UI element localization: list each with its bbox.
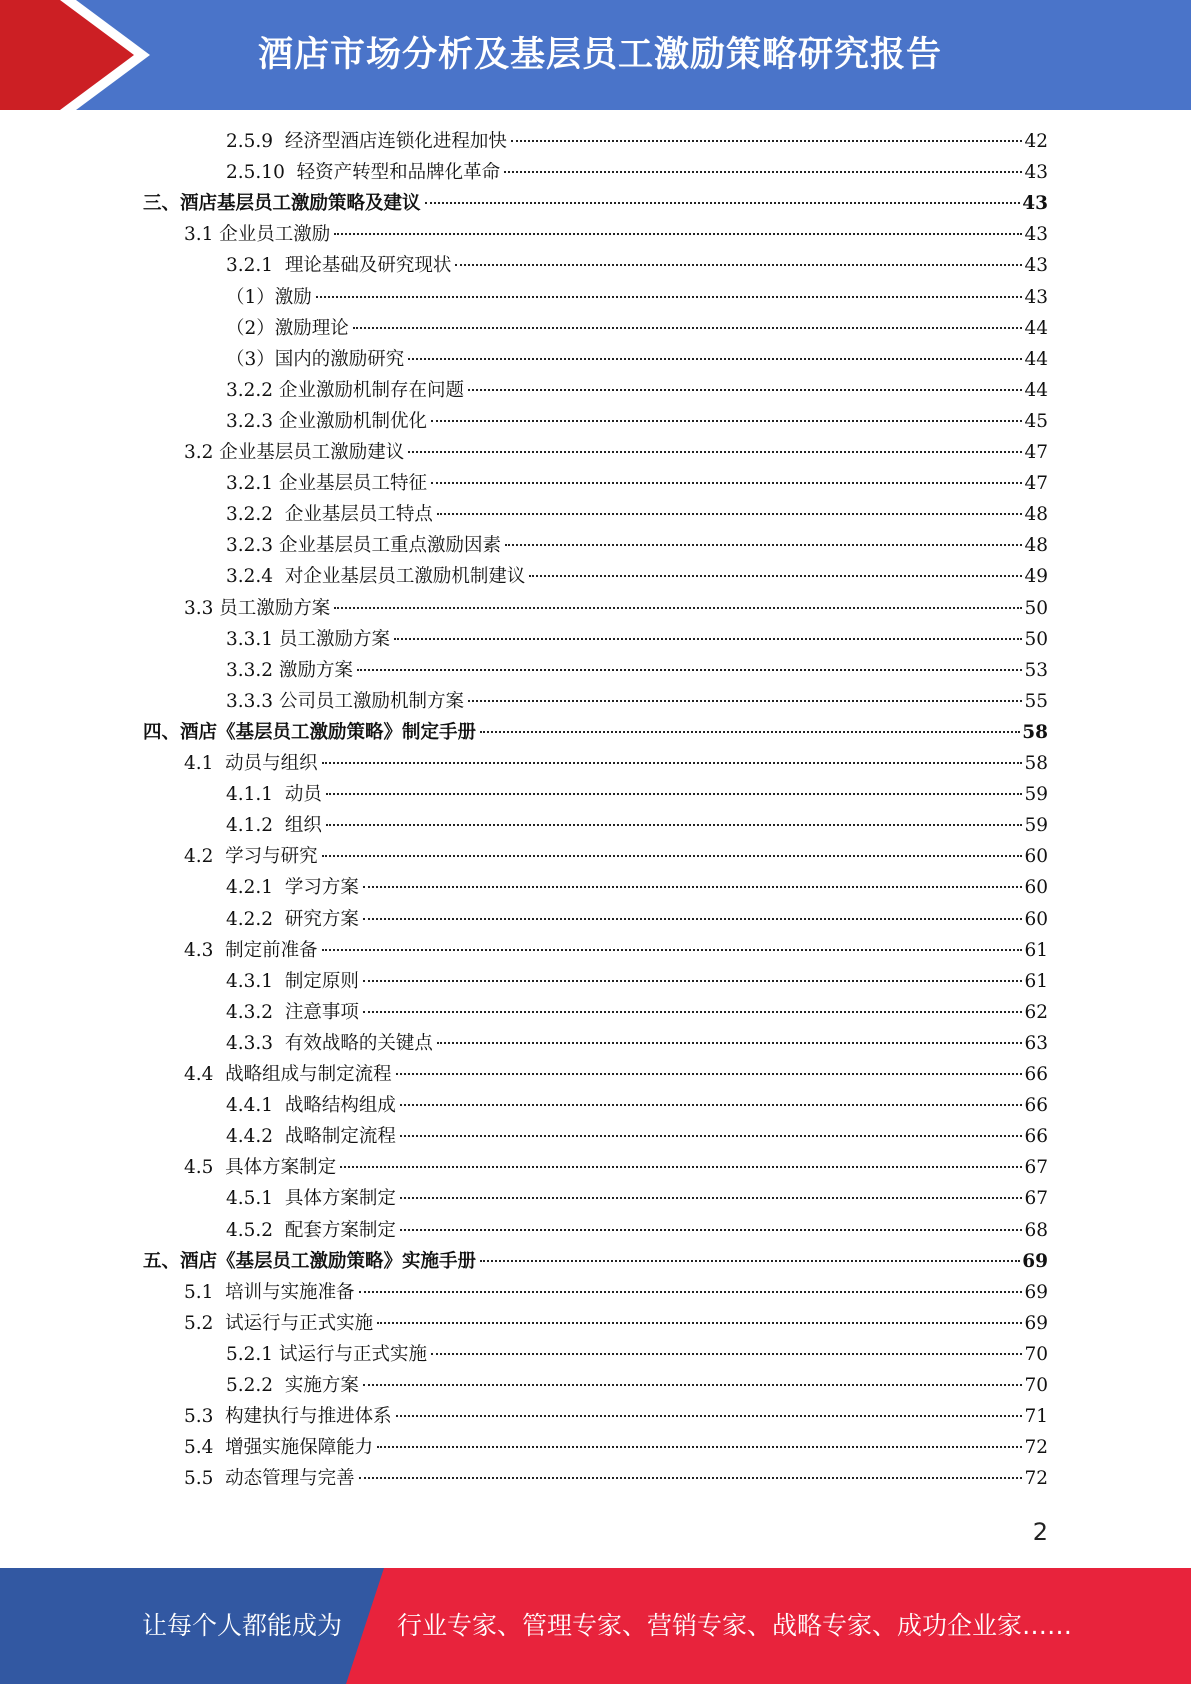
- toc-entry-page: 66: [1024, 1064, 1048, 1085]
- toc-entry-title: 2.5.10 轻资产转型和品牌化革命: [226, 162, 501, 184]
- toc-entry-title: 4.2.1 学习方案: [226, 877, 359, 899]
- toc-entry-title: 三、酒店基层员工激励策略及建议: [143, 193, 421, 215]
- toc-entry-title: 3.2.1 理论基础及研究现状: [226, 255, 452, 277]
- toc-entry-title: 3.3.1 员工激励方案: [226, 628, 390, 650]
- toc-entry[interactable]: [143, 1247, 1048, 1277]
- toc-entry[interactable]: [226, 687, 1048, 717]
- toc-entry-title: 4.5.2 配套方案制定: [226, 1219, 396, 1241]
- toc-entry[interactable]: [226, 625, 1048, 655]
- page-footer: [0, 1568, 1191, 1684]
- toc-dot-leader: [363, 886, 1023, 888]
- toc-entry-title: 五、酒店《基层员工激励策略》实施手册: [143, 1250, 477, 1272]
- toc-entry-title: 4.3 制定前准备: [184, 939, 318, 961]
- toc-dot-leader: [359, 1477, 1023, 1479]
- toc-entry-title: 5.2.2 实施方案: [226, 1375, 359, 1396]
- toc-entry[interactable]: [184, 1278, 1048, 1308]
- toc-entry[interactable]: [226, 251, 1048, 281]
- toc-entry-page: 63: [1024, 1032, 1048, 1054]
- toc-entry[interactable]: [226, 283, 1048, 313]
- toc-entry-title: 3.2.1 企业基层员工特征: [226, 473, 427, 495]
- toc-dot-leader: [396, 1415, 1023, 1417]
- toc-dot-leader: [505, 544, 1022, 546]
- toc-entry-page: 49: [1024, 566, 1048, 588]
- toc-dot-leader: [326, 793, 1023, 795]
- toc-entry-page: 62: [1024, 1001, 1048, 1023]
- toc-entry[interactable]: [184, 1402, 1048, 1432]
- toc-entry-title: 5.4 增强实施保障能力: [184, 1437, 374, 1459]
- toc-entry-title: 3.2.3 企业激励机制优化: [226, 410, 427, 432]
- toc-entry-page: 44: [1024, 348, 1048, 370]
- toc-entry-page: 72: [1024, 1468, 1048, 1490]
- toc-entry[interactable]: [226, 967, 1048, 997]
- toc-entry-page: 44: [1024, 379, 1048, 401]
- toc-entry-page: 43: [1022, 193, 1048, 215]
- toc-entry-title: 4.3.2 注意事项: [226, 1001, 359, 1023]
- toc-entry-title: 3.3.2 激励方案: [226, 659, 353, 681]
- toc-entry-page: 55: [1024, 690, 1048, 712]
- toc-entry[interactable]: [226, 407, 1048, 437]
- toc-entry[interactable]: [226, 873, 1048, 903]
- toc-entry-page: 69: [1024, 1281, 1048, 1303]
- toc-dot-leader: [394, 638, 1022, 640]
- toc-dot-leader: [377, 1322, 1022, 1324]
- toc-dot-leader: [353, 327, 1023, 329]
- toc-entry[interactable]: [184, 749, 1048, 779]
- toc-entry-page: 66: [1024, 1095, 1048, 1117]
- toc-entry[interactable]: [226, 905, 1048, 935]
- toc-entry[interactable]: [226, 500, 1048, 530]
- toc-dot-leader: [455, 264, 1022, 266]
- toc-dot-leader: [529, 575, 1022, 577]
- toc-entry-page: 71: [1024, 1406, 1048, 1428]
- toc-entry[interactable]: [226, 780, 1048, 810]
- toc-dot-leader: [437, 1042, 1023, 1044]
- toc-entry-title: 3.2.3 企业基层员工重点激励因素: [226, 535, 501, 557]
- toc-entry-page: 69: [1024, 1312, 1048, 1334]
- toc-entry-page: 44: [1024, 317, 1048, 339]
- page-header: [0, 0, 1191, 110]
- toc-entry[interactable]: [226, 998, 1048, 1028]
- toc-entry-title: 4.1.2 组织: [226, 815, 322, 837]
- toc-entry-page: 58: [1024, 753, 1048, 774]
- toc-dot-leader: [400, 1197, 1023, 1199]
- toc-entry[interactable]: [226, 1091, 1048, 1121]
- toc-entry-page: 67: [1024, 1188, 1048, 1210]
- toc-entry[interactable]: [226, 1216, 1048, 1246]
- toc-entry[interactable]: [184, 1153, 1048, 1183]
- toc-entry-page: 68: [1024, 1219, 1048, 1241]
- toc-entry-page: 50: [1024, 597, 1048, 619]
- toc-dot-leader: [316, 296, 1023, 298]
- toc-entry-title: 3.2.2 企业基层员工特点: [226, 504, 433, 526]
- toc-entry[interactable]: [226, 469, 1048, 499]
- toc-entry[interactable]: [184, 438, 1048, 468]
- toc-entry-title: （2）激励理论: [226, 317, 349, 339]
- toc-entry-title: 5.2.1 试运行与正式实施: [226, 1343, 427, 1365]
- toc-entry[interactable]: [226, 531, 1048, 561]
- toc-entry-title: 4.5 具体方案制定: [184, 1157, 337, 1179]
- toc-dot-leader: [431, 1353, 1022, 1355]
- toc-entry[interactable]: [143, 718, 1048, 748]
- toc-entry[interactable]: [184, 1060, 1048, 1090]
- toc-entry-title: 4.2 学习与研究: [184, 846, 318, 868]
- toc-entry-title: 5.3 构建执行与推进体系: [184, 1406, 392, 1428]
- toc-entry-page: 61: [1024, 939, 1048, 961]
- toc-entry[interactable]: [184, 220, 1048, 250]
- toc-dot-leader: [480, 731, 1020, 733]
- toc-entry-page: 47: [1024, 473, 1048, 495]
- toc-entry-title: 5.1 培训与实施准备: [184, 1281, 355, 1303]
- toc-dot-leader: [334, 607, 1022, 609]
- toc-dot-leader: [504, 171, 1022, 173]
- toc-entry-page: 45: [1024, 410, 1048, 432]
- toc-dot-leader: [322, 762, 1023, 764]
- toc-entry[interactable]: [226, 562, 1048, 592]
- toc-dot-leader: [363, 1384, 1023, 1386]
- toc-entry-title: 4.1 动员与组织: [184, 753, 318, 774]
- toc-entry[interactable]: [226, 656, 1048, 686]
- toc-dot-leader: [480, 1260, 1020, 1262]
- toc-entry[interactable]: [184, 1464, 1048, 1494]
- toc-entry-page: 61: [1024, 970, 1048, 992]
- toc-entry-title: 3.2 企业基层员工激励建议: [184, 442, 405, 463]
- toc-entry-page: 43: [1024, 162, 1048, 184]
- toc-entry-page: 60: [1024, 877, 1048, 899]
- toc-entry[interactable]: [226, 314, 1048, 344]
- toc-entry-title: 5.5 动态管理与完善: [184, 1468, 355, 1490]
- toc-dot-leader: [363, 1011, 1023, 1013]
- toc-entry-title: 4.4 战略组成与制定流程: [184, 1064, 392, 1085]
- toc-dot-leader: [322, 949, 1023, 951]
- toc-entry-title: 3.2.2 企业激励机制存在问题: [226, 379, 464, 401]
- toc-dot-leader: [357, 669, 1023, 671]
- toc-dot-leader: [511, 140, 1023, 142]
- toc-entry-page: 70: [1024, 1343, 1048, 1365]
- toc-entry-page: 42: [1024, 131, 1048, 152]
- toc-entry-page: 66: [1024, 1126, 1048, 1148]
- toc-entry-page: 72: [1024, 1437, 1048, 1459]
- toc-dot-leader: [400, 1104, 1023, 1106]
- toc-dot-leader: [400, 1135, 1023, 1137]
- toc-entry-title: 3.1 企业员工激励: [184, 224, 331, 246]
- toc-dot-leader: [437, 513, 1023, 515]
- toc-entry-page: 59: [1024, 784, 1048, 806]
- toc-dot-leader: [377, 1446, 1022, 1448]
- toc-entry-title: 4.4.2 战略制定流程: [226, 1126, 396, 1148]
- toc-dot-leader: [425, 202, 1021, 204]
- toc-entry[interactable]: [226, 1184, 1048, 1214]
- toc-entry[interactable]: [226, 1371, 1048, 1401]
- page-number: 2: [1032, 1518, 1048, 1546]
- toc-dot-leader: [359, 1291, 1023, 1293]
- toc-dot-leader: [431, 420, 1022, 422]
- toc-entry-title: 2.5.9 经济型酒店连锁化进程加快: [226, 131, 507, 152]
- toc-entry[interactable]: [226, 1340, 1048, 1370]
- toc-entry-page: 53: [1024, 659, 1048, 681]
- toc-entry[interactable]: [226, 811, 1048, 841]
- toc-dot-leader: [468, 700, 1022, 702]
- toc-dot-leader: [408, 451, 1022, 453]
- toc-entry-page: 70: [1024, 1375, 1048, 1396]
- toc-entry-page: 48: [1024, 504, 1048, 526]
- toc-dot-leader: [468, 389, 1022, 391]
- footer-slogan-left: 让每个人都能成为: [142, 1611, 343, 1640]
- toc-entry-title: 4.5.1 具体方案制定: [226, 1188, 396, 1210]
- toc-entry[interactable]: [184, 594, 1048, 624]
- toc-entry[interactable]: [184, 1433, 1048, 1463]
- toc-entry[interactable]: [226, 376, 1048, 406]
- toc-dot-leader: [326, 824, 1023, 826]
- toc-entry[interactable]: [143, 189, 1048, 219]
- toc-entry-page: 50: [1024, 628, 1048, 650]
- toc-entry-page: 48: [1024, 535, 1048, 557]
- toc-entry[interactable]: [226, 345, 1048, 375]
- toc-entry[interactable]: [184, 1309, 1048, 1339]
- toc-entry-title: 4.1.1 动员: [226, 784, 322, 806]
- toc-entry-page: 60: [1024, 846, 1048, 868]
- toc-entry-page: 60: [1024, 908, 1048, 930]
- toc-entry-title: （3）国内的激励研究: [226, 348, 405, 370]
- toc-dot-leader: [396, 1073, 1023, 1075]
- toc-entry[interactable]: [184, 936, 1048, 966]
- toc-entry-title: 4.4.1 战略结构组成: [226, 1095, 396, 1117]
- toc-entry[interactable]: [226, 127, 1048, 157]
- toc-entry-page: 47: [1024, 442, 1048, 463]
- toc-entry-title: 5.2 试运行与正式实施: [184, 1312, 374, 1334]
- toc-dot-leader: [363, 980, 1023, 982]
- toc-entry-page: 43: [1024, 286, 1048, 308]
- toc-entry-title: （1）激励: [226, 286, 312, 308]
- toc-entry-title: 4.3.3 有效战略的关键点: [226, 1032, 433, 1054]
- toc-dot-leader: [322, 855, 1023, 857]
- toc-entry-page: 59: [1024, 815, 1048, 837]
- toc-entry[interactable]: [226, 158, 1048, 188]
- toc-entry-title: 3.2.4 对企业基层员工激励机制建议: [226, 566, 526, 588]
- toc-entry-page: 69: [1022, 1250, 1048, 1272]
- toc-dot-leader: [408, 358, 1022, 360]
- toc-dot-leader: [400, 1229, 1023, 1231]
- toc-entry-title: 4.3.1 制定原则: [226, 970, 359, 992]
- toc-entry-title: 3.3.3 公司员工激励机制方案: [226, 690, 464, 712]
- report-title: 酒店市场分析及基层员工激励策略研究报告: [258, 35, 943, 75]
- toc-entry-page: 43: [1024, 255, 1048, 277]
- toc-entry-title: 3.3 员工激励方案: [184, 597, 331, 619]
- toc-dot-leader: [334, 233, 1022, 235]
- toc-entry-title: 四、酒店《基层员工激励策略》制定手册: [143, 721, 477, 743]
- toc-entry-page: 43: [1024, 224, 1048, 246]
- toc-entry-page: 58: [1022, 721, 1048, 743]
- toc-entry[interactable]: [226, 1122, 1048, 1152]
- toc-dot-leader: [363, 918, 1023, 920]
- toc-dot-leader: [431, 482, 1022, 484]
- toc-dot-leader: [340, 1166, 1022, 1168]
- toc-entry[interactable]: [184, 842, 1048, 872]
- toc-entry[interactable]: [226, 1029, 1048, 1059]
- toc-entry-title: 4.2.2 研究方案: [226, 908, 359, 930]
- toc-entry-page: 67: [1024, 1157, 1048, 1179]
- footer-slogan-right: 行业专家、管理专家、营销专家、战略专家、成功企业家……: [397, 1611, 1073, 1640]
